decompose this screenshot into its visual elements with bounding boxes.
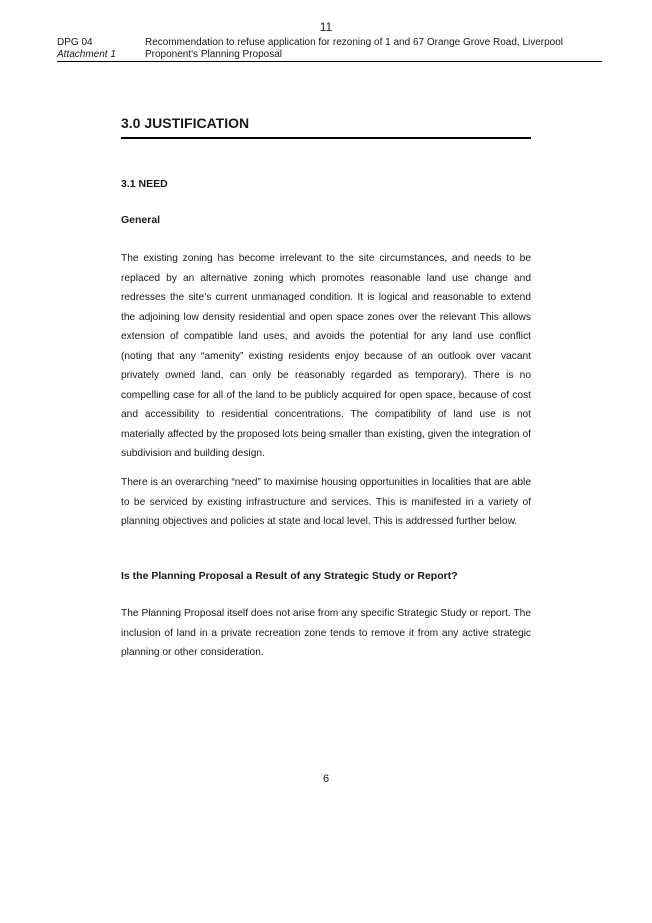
section-title: 3.0 JUSTIFICATION [121, 115, 250, 131]
section-title-rule [121, 137, 531, 139]
page-number-top: 11 [319, 20, 333, 34]
header-title-line2: Proponent's Planning Proposal [145, 49, 283, 60]
header-title [145, 37, 563, 61]
header-left [57, 37, 116, 61]
paragraph-3: The Planning Proposal itself does not arise from any specific Strategic Study or report. The inclusion of land in a private recreation zone tends to remove it from any active strategic planning or other consideration. [121, 608, 531, 658]
header-title-line1: Recommendation to refuse application for rezoning of 1 and 67 Orange Grove Road, Liverpool [145, 37, 564, 48]
paragraph-2: There is an overarching “need” to maximise housing opportunities in localities that are able to be serviced by existing infrastructure and services. This is manifested in a variety of planning objectives and policies at state and local level. This is addressed further below. [121, 477, 531, 527]
question-heading: Is the Planning Proposal a Result of any Strategic Study or Report? [121, 570, 458, 582]
page-number-bottom: 6 [322, 773, 330, 785]
subsection-title: 3.1 NEED [121, 178, 168, 190]
paragraph-1: The existing zoning has become irrelevant to the site circumstances, and needs to be replaced by an alternative zoning which promotes reasonable land use change and redresses the site’s current unmanaged condition. It is logical and reasonable to extend the adjoining low density residential and open space zones over the relevant This allows extension of compatible land uses, and avoids the potential for any land use conflict (noting that any “amenity” existing residents enjoy because of an outlook over vacant privately owned land, can only be reasonably regarded as temporary). There is no compelling case for all of the land to be publicly acquired for open space, because of cost and accessibility to residential concentrations. The compatibility of land use is not materially affected by the proposed lots being smaller than existing, given the integration of subdivision and building design. [121, 253, 531, 459]
header-divider [57, 61, 602, 62]
doc-code: DPG 04 [57, 37, 93, 48]
attachment-label: Attachment 1 [57, 49, 116, 60]
general-heading: General [121, 214, 161, 226]
